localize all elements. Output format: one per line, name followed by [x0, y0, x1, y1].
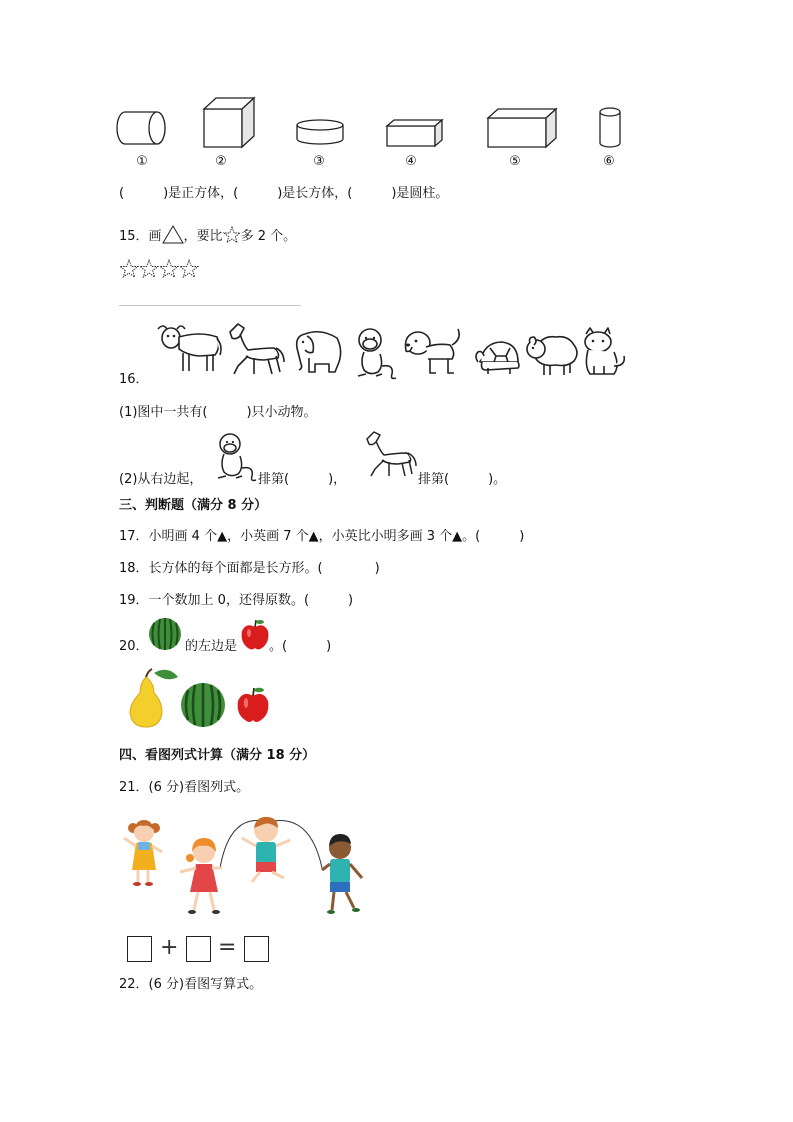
cylinder-lying-icon [119, 108, 167, 150]
q15-prefix: 15．画 [119, 229, 162, 244]
shapes-question: ( )是正方体，( )是长方体，( )是圆柱。 [119, 186, 449, 201]
horse-icon-small [362, 430, 418, 480]
shape-label-2: ② [215, 154, 227, 169]
q16-number: 16． [119, 372, 149, 387]
q16-part2-mid: 排第( )， [258, 472, 347, 487]
q15-suffix: 多 2 个。 [240, 229, 297, 244]
q15-line [119, 224, 296, 246]
apple-icon [240, 618, 270, 651]
q20-suffix: 。( ) [269, 639, 332, 654]
answer-box-1[interactable] [127, 936, 152, 962]
answer-box-2[interactable] [186, 936, 211, 962]
shape-label-1: ① [136, 154, 148, 169]
monkey-icon [354, 326, 398, 382]
q20-middle: 的左边是 [185, 639, 238, 654]
section3-title: 三、判断题（满分 8 分） [119, 498, 268, 513]
q16-part2-end: 排第( )。 [418, 472, 507, 487]
q19: 19．一个数加上 0，还得原数。( ) [119, 593, 354, 608]
boy-jumping-icon [242, 817, 290, 882]
elephant-icon [291, 326, 345, 376]
boy-holding-rope-icon [322, 834, 362, 914]
cuboid-large-icon [486, 107, 558, 149]
girl-standing-icon [124, 820, 162, 886]
shape-label-6: ⑥ [603, 154, 615, 169]
watermelon-icon-large [180, 682, 226, 728]
section4-title: 四、看图列式计算（满分 18 分） [119, 748, 316, 763]
girl-holding-rope-icon [180, 838, 222, 914]
star-outline-icon [223, 224, 241, 246]
cat-icon [580, 326, 628, 380]
q16-part1: (1)图中一共有( )只小动物。 [119, 405, 317, 420]
sheep-icon [524, 331, 580, 379]
apple-icon-large [236, 686, 270, 724]
shape-label-5: ⑤ [509, 154, 521, 169]
plus-sign: + [160, 935, 179, 960]
equals-sign: = [218, 935, 237, 960]
dog-icon [402, 325, 464, 379]
q22: 22．(6 分)看图写算式。 [119, 977, 263, 992]
shape-label-3: ③ [313, 154, 325, 169]
cylinder-short-icon [296, 119, 346, 149]
cow-icon [155, 323, 225, 375]
q18: 18．长方体的每个面都是长方形。( ) [119, 561, 380, 576]
pear-icon [124, 667, 180, 729]
q20-number: 20． [119, 639, 149, 654]
q17: 17．小明画 4 个▲，小英画 7 个▲，小英比小明多画 3 个▲。( ) [119, 529, 525, 544]
monkey-icon-small [216, 432, 256, 484]
answer-rule [119, 305, 301, 306]
q16-part2-prefix: (2)从右边起， [119, 472, 203, 487]
children-skipping-rope-illustration [118, 812, 368, 922]
triangle-outline-icon [162, 224, 184, 246]
shape-label-4: ④ [405, 154, 417, 169]
q15-middle: ，要比 [183, 229, 223, 244]
cuboid-small-icon [385, 118, 445, 150]
q21-text: 21．(6 分)看图列式。 [119, 780, 250, 795]
turtle-icon [472, 336, 522, 378]
cube-icon [202, 97, 256, 149]
horse-icon [224, 322, 286, 378]
cylinder-tall-icon [598, 107, 622, 149]
answer-box-3[interactable] [244, 936, 269, 962]
watermelon-icon [148, 617, 183, 651]
star-row-icon [120, 258, 200, 280]
